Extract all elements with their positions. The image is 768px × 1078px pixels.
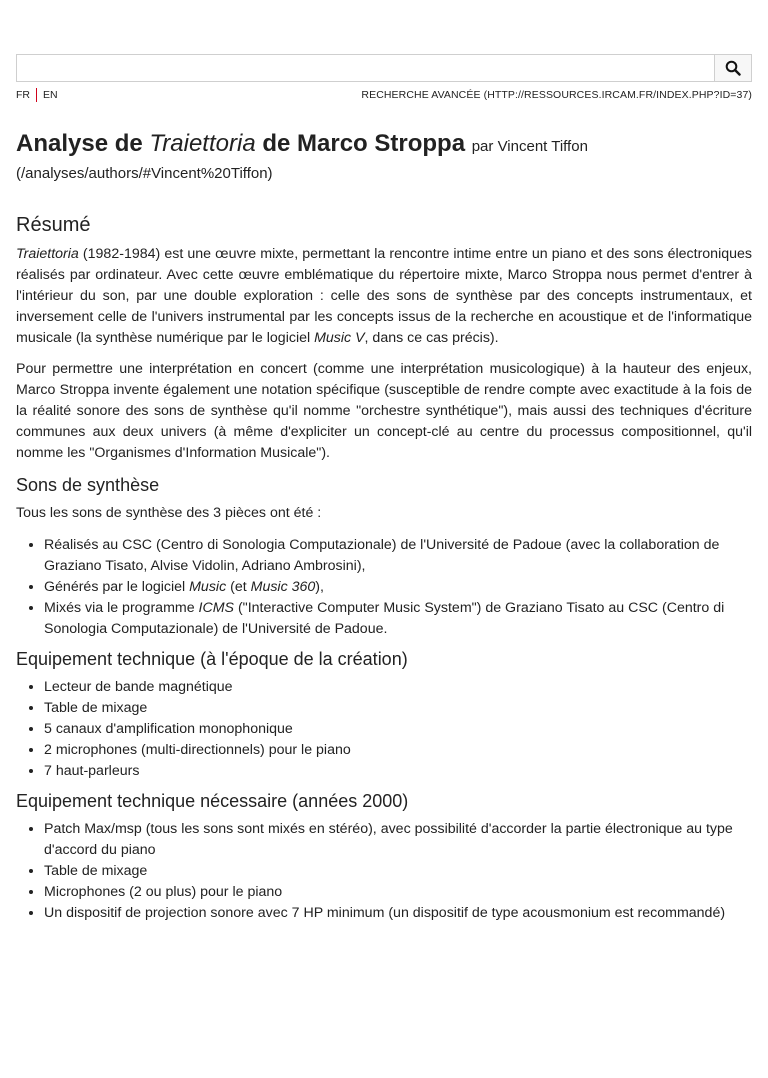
title-byline[interactable]: par Vincent Tiffon [471, 138, 588, 155]
author-link[interactable]: (/analyses/authors/#Vincent%20Tiffon) [16, 165, 273, 182]
synth-item3-a: Mixés via le programme [44, 600, 199, 616]
search-input[interactable] [16, 54, 714, 82]
synth-item2-e: ), [315, 579, 324, 595]
synth-list [16, 535, 752, 640]
page-title [16, 129, 752, 162]
lang-row [16, 88, 752, 102]
list-item: • Réalisés au CSC (Centro di Sonologia Computazionale) de l'Université de Padoue (avec la collaboration de Graziano Tisato, Alvise Vidolin, Adriano Ambrosini), [44, 535, 752, 577]
synth-item2-c: (et [226, 579, 251, 595]
list-item: • Patch Max/msp (tous les sons sont mixés en stéréo), avec possibilité d'accorder la partie électronique au type d'accord du piano [44, 819, 752, 861]
resume-paragraph-2: Pour permettre une interprétation en concert (comme une interprétation musicologique) à la hauteur des enjeux, Marco Stroppa invente également une notation spécifique (susceptible de rendre compte avec exactitude à la fois de la réalité sonore des sons de synthèse qu'il nomme "orchestre synthétique"), mais aussi des techniques d'écriture communes aux deux univers (à même d'expliciter un concept-clé au centre du processus compositionnel, qu'il nomme les "Organismes d'Information Musicale"). [16, 361, 752, 461]
synth-item2-d: Music 360 [250, 579, 316, 595]
language-switcher [16, 88, 58, 102]
list-item [44, 598, 752, 640]
synth-item3-b: ICMS [198, 600, 235, 616]
list-item: • Un dispositif de projection sonore avec 7 HP minimum (un dispositif de type acousmonium est recommandé) [44, 903, 752, 924]
page [0, 54, 768, 924]
synth-heading: Sons de synthèse [16, 475, 160, 495]
lang-separator [36, 88, 37, 102]
resume-p1-text-1: (1982-1984) est une œuvre mixte, permettant la rencontre intime entre un piano et des sons électroniques réalisés par ordinateur. Avec cette œuvre emblématique du répertoire mixte, Marco Stroppa nous permet d'entrer à l'intérieur du son, par une double exploration : celle des sons de synthèse par des concepts instrumentaux, et inversement celle de l'univers instrumental par les concepts issus de la recherche en acoustique et de l'informatique musicale (la synthèse numérique par le logiciel [16, 246, 752, 346]
synth-item3-c: ("Interactive Computer Music System") de Graziano Tisato au CSC (Centro di Sonologia Computazionale) de l'Université de Padoue. [44, 600, 725, 637]
list-item: • Lecteur de bande magnétique [44, 677, 752, 698]
list-item: • Microphones (2 ou plus) pour le piano [44, 882, 752, 903]
equip-2000-heading: Equipement technique nécessaire (années 2000) [16, 791, 409, 811]
resume-heading: Résumé [16, 214, 91, 236]
synth-item2-a: Générés par le logiciel [44, 579, 190, 595]
lang-en-link[interactable]: EN [43, 89, 58, 101]
title-suffix: de Marco Stroppa [255, 130, 466, 157]
lang-fr-link[interactable]: FR [16, 89, 30, 101]
equip-orig-heading: Equipement technique (à l'époque de la création) [16, 649, 408, 669]
resume-paragraph-1 [16, 244, 752, 349]
search-bar [16, 54, 752, 82]
synth-item2-b: Music [189, 579, 227, 595]
resume-p1-text-2: , dans ce cas précis). [364, 330, 499, 346]
title-prefix: Analyse de [16, 130, 150, 157]
synth-intro: Tous les sons de synthèse des 3 pièces ont été : [16, 505, 322, 521]
resume-work-title: Traiettoria [16, 246, 79, 262]
search-icon [725, 60, 741, 76]
list-item: • 7 haut-parleurs [44, 761, 752, 782]
equip-orig-list [16, 677, 752, 782]
equip-2000-list [16, 819, 752, 924]
list-item [44, 577, 752, 598]
list-item: • 5 canaux d'amplification monophonique [44, 719, 752, 740]
list-item: • Table de mixage [44, 698, 752, 719]
list-item: • Table de mixage [44, 861, 752, 882]
advanced-search-link[interactable]: RECHERCHE AVANCÉE (HTTP://RESSOURCES.IRCAM.FR/INDEX.PHP?ID=37) [361, 89, 752, 101]
list-item: • 2 microphones (multi-directionnels) pour le piano [44, 740, 752, 761]
resume-software: Music V [314, 330, 365, 346]
title-work: Traiettoria [149, 130, 256, 157]
search-button[interactable] [714, 54, 752, 82]
